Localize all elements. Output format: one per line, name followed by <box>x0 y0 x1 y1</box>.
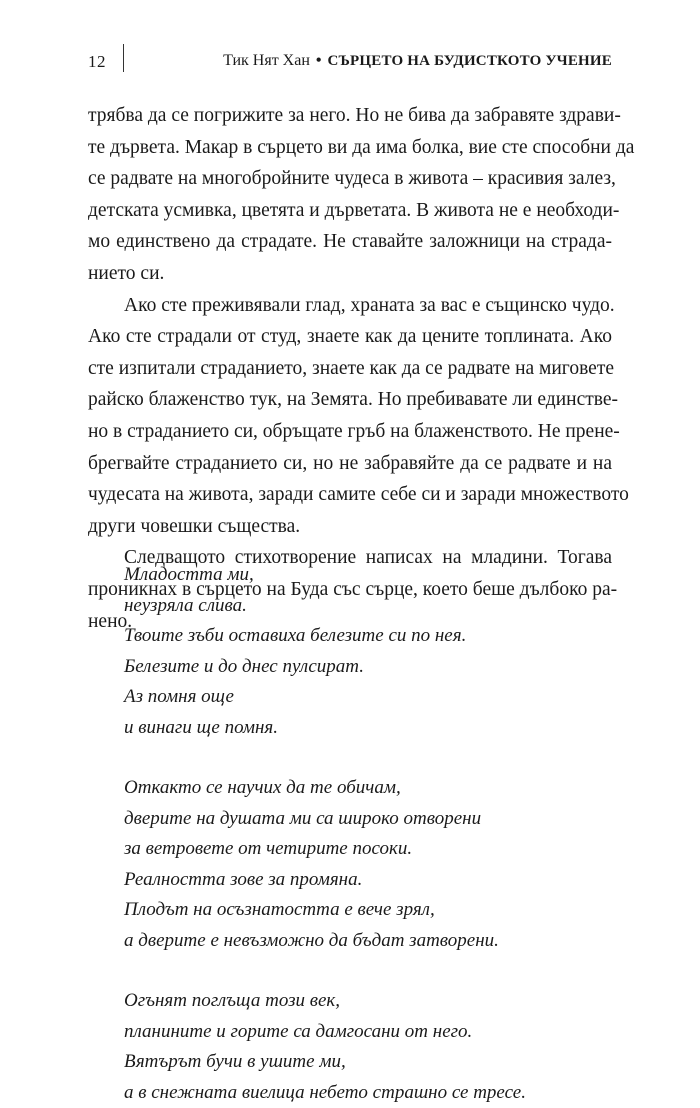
text-line: Следващото стихотворение написах на младини. Тогава <box>88 542 612 574</box>
body-text <box>88 100 612 637</box>
text-line: Ако сте преживявали глад, храната за вас е същинско чудо. <box>88 290 612 322</box>
title-separator: • <box>316 52 322 69</box>
poem-verse: и винаги ще помня. <box>124 713 604 744</box>
poem-stanza <box>124 560 604 743</box>
poem-verse: Реалността зове за промяна. <box>124 865 604 896</box>
poem-verse: планините и горите са дамгосани от него. <box>124 1017 604 1048</box>
book-title: СЪРЦЕТО НА БУДИСТКОТО УЧЕНИЕ <box>328 53 612 69</box>
text-line: те дървета. Макар в сърцето ви да има болка, вие сте способни да <box>88 132 612 164</box>
text-line: нието си. <box>88 258 612 290</box>
poem-verse: Аз помня още <box>124 682 604 713</box>
author-name: Тик Нят Хан <box>223 52 310 69</box>
poem-verse: за ветровете от четирите посоки. <box>124 834 604 865</box>
poem-stanza <box>124 773 604 956</box>
text-line: чудесата на живота, заради самите себе си и заради множеството <box>88 479 612 511</box>
text-line: сте изпитали страданието, знаете как да се радвате на мигове​те <box>88 353 612 385</box>
text-line: нено. <box>88 606 612 638</box>
poem-verse: Младостта ми, <box>124 560 604 591</box>
text-line: мо единствено да страдате. Не ставайте заложници на страда- <box>88 226 612 258</box>
running-title <box>223 52 612 70</box>
page-number: 12 <box>88 52 106 72</box>
text-line: проникнах в сърцето на Буда със сърце, което беше дълбоко ра- <box>88 574 612 606</box>
poem-verse: Вятърът бучи в ушите ми, <box>124 1047 604 1078</box>
poem-verse: Огънят поглъща този век, <box>124 986 604 1017</box>
poem-verse: а дверите е невъзможно да бъдат затворени. <box>124 926 604 957</box>
header-divider <box>123 44 124 72</box>
paragraph <box>88 100 612 290</box>
poem <box>124 560 604 1108</box>
poem-verse: Откакто се научих да те обичам, <box>124 773 604 804</box>
poem-verse: Твоите зъби оставиха белезите си по нея. <box>124 621 604 652</box>
poem-stanza <box>124 986 604 1108</box>
poem-verse: Плодът на осъзнатостта е вече зрял, <box>124 895 604 926</box>
text-line: брегвайте страданието си, но не забравяйте да се радвате и на <box>88 448 612 480</box>
poem-verse: дверите на душата ми са широко отворени <box>124 804 604 835</box>
paragraph <box>88 290 612 543</box>
text-line: се радвате на многобройните чудеса в живота – красивия залез, <box>88 163 612 195</box>
text-line: други човешки същества. <box>88 511 612 543</box>
poem-verse: неузряла слива. <box>124 591 604 622</box>
running-header <box>88 44 612 74</box>
poem-verse: Белезите и до днес пулсират. <box>124 652 604 683</box>
poem-verse: а в снежната виелица небето страшно се тресе. <box>124 1078 604 1108</box>
text-line: трябва да се погрижите за него. Но не бива да забравяте здрави- <box>88 100 612 132</box>
text-line: но в страданието си, обръщате гръб на блаженството. Не прене- <box>88 416 612 448</box>
text-line: Ако сте страдали от студ, знаете как да цените топлината. Ако <box>88 321 612 353</box>
text-line: детската усмивка, цветята и дърветата. В живота не е необходи- <box>88 195 612 227</box>
text-line: райско блаженство тук, на Земята. Но пребивавате ли единстве- <box>88 384 612 416</box>
